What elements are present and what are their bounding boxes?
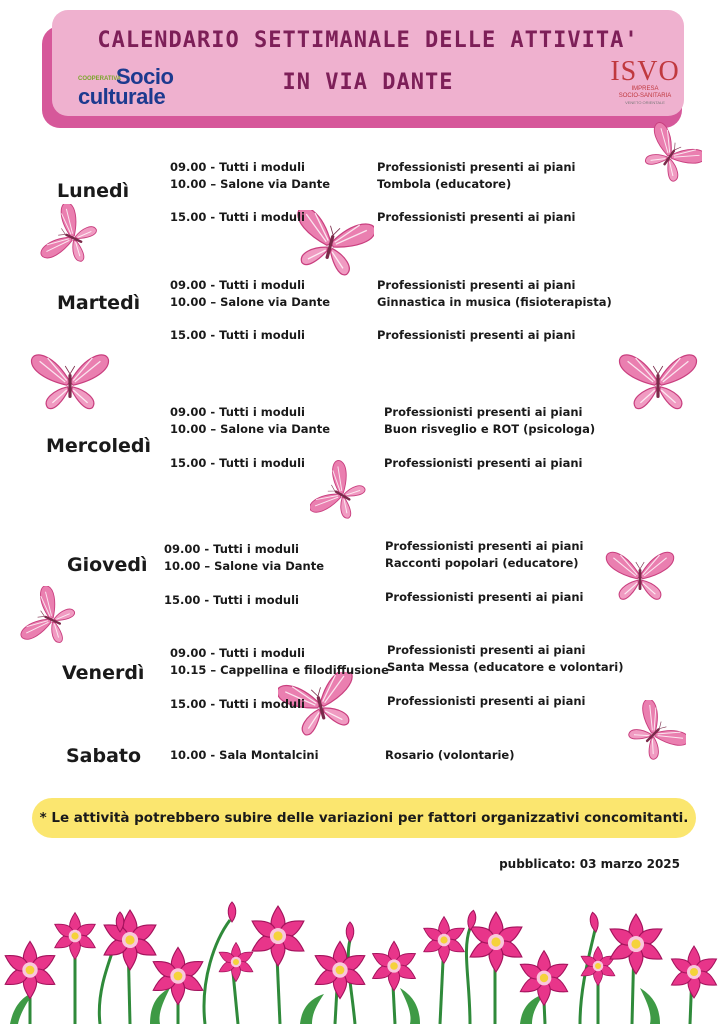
logo-word2: culturale [78, 84, 166, 109]
page-title-line1: CALENDARIO SETTIMANALE DELLE ATTIVITA' [97, 28, 639, 53]
schedule-time: 15.00 - Tutti i moduli [170, 210, 305, 224]
day-label-mercoledi: Mercoledì [46, 435, 151, 457]
butterfly-icon [594, 548, 686, 604]
schedule-time: 09.00 - Tutti i moduli [164, 542, 299, 556]
schedule-time: 09.00 - Tutti i moduli [170, 646, 305, 660]
schedule-time: 10.00 – Salone via Dante [170, 422, 331, 436]
day-label-giovedi: Giovedì [67, 554, 148, 576]
header-banner [52, 10, 684, 116]
butterfly-icon [624, 700, 686, 766]
schedule-activity: Professionisti presenti ai piani [387, 694, 586, 708]
schedule-time: 15.00 - Tutti i moduli [170, 697, 305, 711]
schedule-activity: Professionisti presenti ai piani [385, 539, 584, 553]
schedule-time: 09.00 - Tutti i moduli [170, 278, 305, 292]
schedule-activity: Buon risveglio e ROT (psicologa) [384, 422, 596, 436]
schedule-time: 10.15 – Cappellina e filodiffusione [170, 663, 389, 677]
day-label-sabato: Sabato [66, 745, 142, 767]
butterfly-icon [24, 350, 116, 414]
schedule-activity: Professionisti presenti ai piani [387, 643, 586, 657]
schedule-time: 09.00 - Tutti i moduli [170, 405, 305, 419]
schedule-time: 10.00 – Salone via Dante [170, 177, 331, 191]
schedule-activity: Rosario (volontarie) [385, 748, 515, 762]
schedule-time: 09.00 - Tutti i moduli [170, 160, 305, 174]
flower-border [0, 900, 724, 1024]
schedule-activity: Professionisti presenti ai piani [384, 405, 583, 419]
schedule-time: 10.00 - Sala Montalcini [170, 748, 319, 762]
schedule-time: 15.00 - Tutti i moduli [170, 456, 305, 470]
isvo-name: ISVO [610, 56, 680, 87]
schedule-activity: Professionisti presenti ai piani [377, 328, 576, 342]
isvo-line1: IMPRESA [631, 86, 659, 92]
isvo-line2: SOCIO-SANITARIA [618, 93, 672, 99]
butterfly-icon [640, 122, 702, 188]
schedule-activity: Professionisti presenti ai piani [384, 456, 583, 470]
schedule-time: 15.00 - Tutti i moduli [170, 328, 305, 342]
schedule-activity: Racconti popolari (educatore) [385, 556, 579, 570]
logo-word1: Socio [116, 64, 174, 89]
schedule-activity: Ginnastica in musica (fisioterapista) [377, 295, 612, 309]
isvo-line3: VENETO ORIENTALE [625, 100, 665, 105]
schedule-activity: Professionisti presenti ai piani [385, 590, 584, 604]
schedule-time: 10.00 – Salone via Dante [170, 295, 331, 309]
butterfly-icon [612, 350, 704, 414]
page-title-line2: IN VIA DANTE [282, 70, 454, 95]
disclaimer-note: * Le attività potrebbero subire delle variazioni per fattori organizzativi concomitanti. [32, 798, 696, 838]
isvo-logo [607, 58, 683, 106]
logo-small-text: COOPERATIVA [78, 76, 122, 82]
butterfly-icon [20, 586, 80, 652]
schedule-activity: Professionisti presenti ai piani [377, 160, 576, 174]
schedule-activity: Professionisti presenti ai piani [377, 210, 576, 224]
schedule-activity: Santa Messa (educatore e volontari) [387, 660, 624, 674]
schedule-time: 15.00 - Tutti i moduli [164, 593, 299, 607]
butterfly-icon [310, 460, 370, 528]
day-label-lunedi: Lunedì [57, 180, 130, 202]
day-label-martedi: Martedì [57, 292, 141, 314]
schedule-activity: Tombola (educatore) [377, 177, 512, 191]
schedule-time: 10.00 – Salone via Dante [164, 559, 325, 573]
schedule-activity: Professionisti presenti ai piani [377, 278, 576, 292]
day-label-venerdi: Venerdì [62, 662, 145, 684]
butterfly-icon [40, 204, 102, 270]
published-date: pubblicato: 03 marzo 2025 [499, 857, 680, 871]
